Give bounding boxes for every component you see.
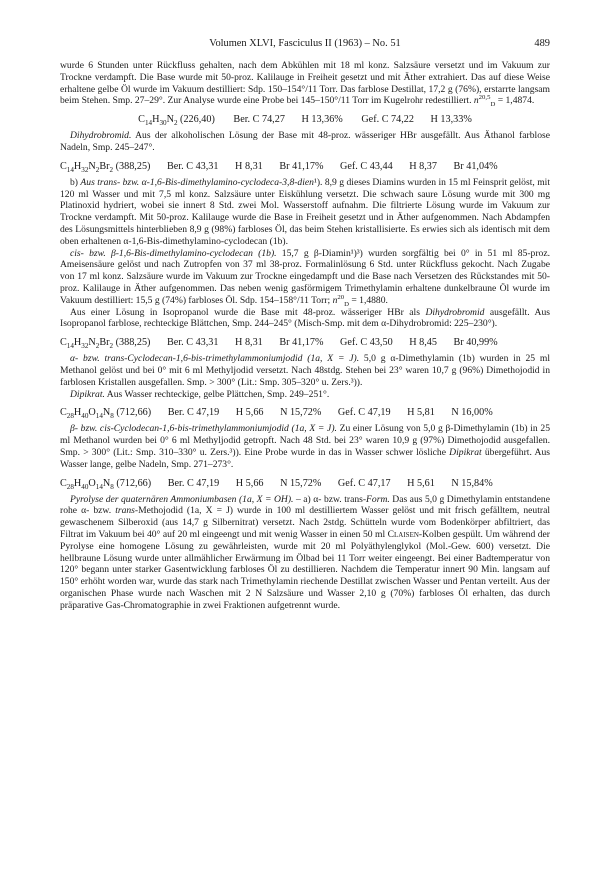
paragraph-cis-methiodide: β- bzw. cis-Cyclodecan-1,6-bis-trimethylammoniumjodid (1a, X = J). Zu einer Lösung von 5,0 g β-Dimethylamin (1b) in 25 ml Methanol wurden bei 0° 6 ml Methyljodid getropft. Nach 48 Std. bei 23° waren 10,9 g (97%) Dimethojodid ausgefallen. Smp. > 300° (Lit.: Smp. 310–330° u. Zers.³)). Eine Probe wurde in das in Wasser schwer lösliche Dipikrat übergeführt. Aus Wasser lange, gelbe Nadeln, Smp. 271–273°. [60,423,550,470]
found-hydrogen: H 5,81 [407,407,435,419]
found-nitrogen: N 15,84% [451,477,493,489]
found-carbon: Gef. C 47,19 [337,407,391,419]
found-carbon: Gef. C 43,50 [340,337,393,349]
found-hydrogen: H 5,61 [407,477,435,489]
calculated-hydrogen: H 5,66 [235,407,264,419]
calculated-hydrogen: H 8,31 [235,337,263,349]
calculated-carbon: Ber. C 43,31 [166,160,219,172]
paragraph-distillation: wurde 6 Stunden unter Rückfluss gehalten, nach dem Abkühlen mit 18 ml konz. Salzsäure versetzt und im Vakuum zur Trockne verdampft. Die Base wurde mit 50-proz. Kalilauge in Freiheit gesetzt und mit Äther extrahiert. Das auf diese Weise erhaltene gelbe Öl wurde im Vakuum destilliert: Sdp. 150–154°/11 Torr. Das farblose Destillat, 17,2 g (76%), erstarrte langsam beim Stehen. Smp. 27–29°. Zur Analyse wurde eine Probe bei 145–150°/11 Torr im Kugelrohr redestilliert. $n^{20,5}_D = 1,4874$. [60,60,550,109]
found-nitrogen: N 16,00% [451,407,493,419]
paragraph-dipicrate-1: Dipikrat. Aus Wasser rechteckige, gelbe Plättchen, Smp. 249–251°. [70,388,330,400]
calculated-carbon: Ber. C 43,31 [166,337,219,349]
calculated-carbon: Ber. C 47,19 [167,407,220,419]
molecular-weight: (712,66) [116,407,152,419]
found-bromine: Br 40,99% [453,337,498,349]
analysis-formula-1 [60,113,550,126]
molecular-weight: (712,66) [116,477,152,489]
year-and-issue: (1963) – No. 51 [334,38,401,49]
analysis-formula-2 [60,160,550,173]
analysis-formula-5 [60,477,550,490]
analysis-formula-4 [60,406,550,419]
paragraph-cis-diamine: cis- bzw. β-1,6-Bis-dimethylamino-cyclodecan (1b). 15,7 g β-Diamin¹)³) wurden sorgfältig bei 0° in 51 ml 85-proz. Ameisensäure gelöst und nach Zutropfen von 37 ml 38-proz. Formalinlösung 6 Std. unter Rückfluss gekocht. Nach Zugabe von 17 ml konz. Salzsäure wurde im Vakuum zur Trockne eingedampft und die Base nach Versetzen des Rückstandes mit 50-proz. Kalilauge in Äther aufgenommen. Das neben wenig gasförmigem Trimethylamin erhaltene dunkelbraune Öl wurde im Vakuum destilliert: 15,5 g (74%) farbloses Öl. Sdp. 154–158°/11 Torr; $n^{20}_D = 1,4880$. [60,247,550,308]
calculated-hydrogen: H 13,36% [301,114,343,126]
paragraph-isopropanol: Aus einer Lösung in Isopropanol wurde die Base mit 48-proz. wässeriger HBr als Dihydrobromid ausgefällt. Aus Isopropanol farblose, rechteckige Blättchen, Smp. 244–245° (Misch-Smp. mit dem α-Dihydrobromid: 225–230°). [60,306,550,330]
calculated-hydrogen: H 5,66 [235,477,264,489]
molecular-formula: $C_{14}H_{30}N_2$ [138,114,178,128]
page-number: 489 [534,38,550,49]
analysis-formula-3 [60,336,550,349]
running-header [60,38,550,52]
calculated-nitrogen: N 15,72% [280,407,322,419]
found-hydrogen: H 8,45 [409,337,437,349]
molecular-formula: $C_{28}H_{40}O_{14}N_8$ [60,477,114,491]
molecular-formula: $C_{28}H_{40}O_{14}N_8$ [60,407,114,421]
paragraph-pyrolysis: Pyrolyse der quaternären Ammoniumbasen (1a, X = OH). – a) α- bzw. trans-Form. Das aus 5,0 g Dimethylamin entstandene rohe α- bzw. trans-Methojodid (1a, X = J) wurde in 100 ml destilliertem Wasser gelöst und mit frisch gefälltem, neutral gewaschenem Silberoxid (aus 14,7 g Silbernitrat) versetzt. Nach 2stdg. Schütteln wurde vom Bodenkörper abfiltriert, das Filtrat im Vakuum bei 40° auf 20 ml eingeengt und mit wenig Wasser in einen 50 ml Claisen-Kolben gespült. Um während der Pyrolyse eine homogene Lösung zu gewährleisten, wurde mit 20 ml Polyäthylenglykol (Mol.-Gew. 600) versetzt. Die hellbraune Lösung wurde unter allmählicher Erwärmung im Ölbad bei 11 Torr weiter eingeengt. Bei einer Badtemperatur von 120° begann unter starker Gasentwicklung farbloses Öl zu destillieren. Nachdem die Temperatur innert 90 Min. langsam auf 150° erhöht worden war, wurde das stark nach Trimethylamin riechende Destillat zwischen Wasser und Pentan verteilt. Aus der organischen Phase wurde nach Waschen mit 2 N Salzsäure und Wasser 2,10 g (70%) farbloses Öl erhalten, das durch präparative Gas-Chromatographie in zwei Fraktionen aufgetrennt wurde. [60,493,550,611]
article-body [60,60,550,611]
paragraph-dihydrobromide: Dihydrobromid. Aus der alkoholischen Lösung der Base mit 48-proz. wässeriger HBr ausgefällt. Aus Äthanol farblose Nadeln, Smp. 245–247°. [60,130,550,153]
paragraph-hydrogenation: b) Aus trans- bzw. α-1,6-Bis-dimethylamino-cyclodeca-3,8-dien¹). 8,9 g dieses Diamins wurden in 15 ml Feinsprit gelöst, mit 120 ml Wasser und mit 7,5 ml konz. Salzsäure unter Eiskühlung versetzt. Die schwach saure Lösung wurde mit 300 mg Platinoxid hydriert, wobei sie innert 8 Std. zwei Mol. Wasserstoff aufnahm. Die filtrierte Lösung wurde im Vakuum zur Trockne verdampft. Mit 50-proz. Kalilauge wurde die Base in Freiheit gesetzt und in Äther aufgenommen. Nach Abdampfen des Lösungsmittels hinterblieben 8,9 g (98%) farbloses Öl, das beim Stehen kristallisierte. Es erwies sich als identisch mit dem oben erhaltenen α-1,6-Bis-dimethylamino-cyclodecan (1b). [60,176,550,247]
molecular-weight: (226,40) [180,114,215,126]
calculated-nitrogen: N 15,72% [280,477,322,489]
found-bromine: Br 41,04% [453,160,498,172]
calculated-hydrogen: H 8,31 [235,160,263,172]
molecular-formula: $C_{14}H_{32}N_2Br_2$ [60,160,114,174]
volume-number: XLVI [249,38,274,49]
calculated-bromine: Br 41,17% [279,337,324,349]
molecular-weight: (388,25) [115,337,151,349]
found-carbon: Gef. C 43,44 [340,160,393,172]
calculated-bromine: Br 41,17% [279,160,324,172]
paragraph-trans-methiodide: α- bzw. trans-Cyclodecan-1,6-bis-trimethylammoniumjodid (1a, X = J). 5,0 g α-Dimethylamin (1b) wurden in 25 ml Methanol gelöst und bei 0° mit 6 ml Methyljodid versetzt. Nach 48stdg. Stehen bei 23° waren 10,7 g (96%) Dimethojodid in farblosen Kristallen ausgefallen. Smp. > 300° (Lit.: Smp. 305–320° u. Zers.³)). [60,353,550,388]
calculated-carbon: Ber. C 47,19 [167,477,220,489]
molecular-formula: $C_{14}H_{32}N_2Br_2$ [60,337,114,351]
running-header-title: Volumen XLVI, Fasciculus II (1963) – No. 51 [209,38,401,49]
found-carbon: Gef. C 74,22 [361,114,414,126]
found-carbon: Gef. C 47,17 [337,477,391,489]
found-hydrogen: H 13,33% [430,114,472,126]
fascicle-number: II [324,38,332,49]
fascicle-word: Fasciculus [278,38,323,49]
molecular-weight: (388,25) [115,160,151,172]
journal-name: Volumen [209,38,247,49]
found-hydrogen: H 8,37 [409,160,437,172]
calculated-carbon: Ber. C 74,27 [233,114,285,126]
